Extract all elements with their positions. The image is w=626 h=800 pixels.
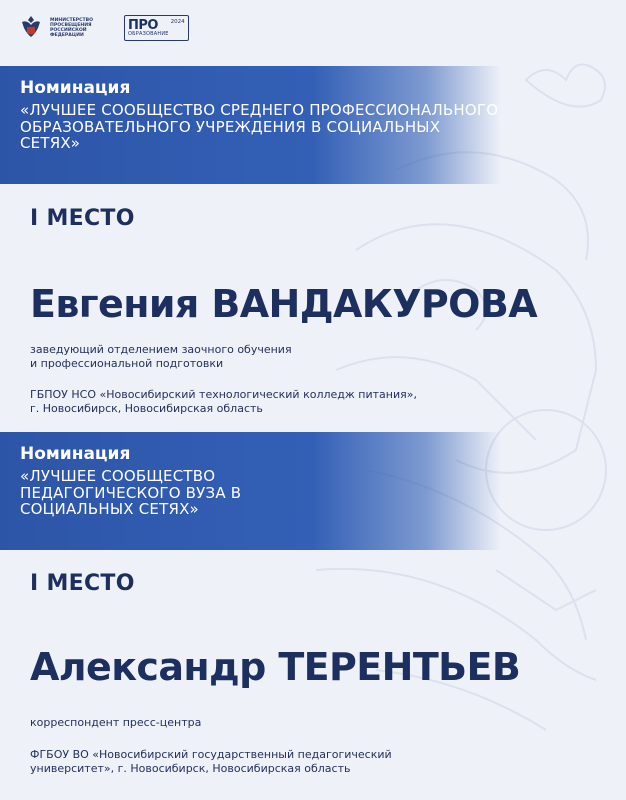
pro-year: 2024 bbox=[170, 19, 185, 25]
ministry-name: МИНИСТЕРСТВО ПРОСВЕЩЕНИЯ РОССИЙСКОЙ ФЕДЕРАЦИИ bbox=[50, 17, 94, 39]
pro-word: ПРО bbox=[128, 18, 158, 33]
nomination-title: «ЛУЧШЕЕ СООБЩЕСТВО СРЕДНЕГО ПРОФЕССИОНАЛЬНОГО ОБРАЗОВАТЕЛЬНОГО УЧРЕЖДЕНИЯ В СОЦИАЛЬНЫХ СЕТЯХ» bbox=[20, 101, 499, 152]
pro-education-logo bbox=[124, 15, 189, 41]
nomination-title: «ЛУЧШЕЕ СООБЩЕСТВО ПЕДАГОГИЧЕСКОГО ВУЗА В СОЦИАЛЬНЫХ СЕТЯХ» bbox=[20, 467, 242, 518]
ministry-logo bbox=[18, 13, 112, 43]
nomination-banner bbox=[0, 66, 626, 184]
winner-organization: ГБПОУ НСО «Новосибирский технологический колледж питания», г. Новосибирск, Новосибирская область bbox=[30, 388, 417, 415]
winner-name: Евгения ВАНДАКУРОВА bbox=[30, 282, 538, 326]
place-label: I МЕСТО bbox=[30, 206, 135, 231]
winner-name: Александр ТЕРЕНТЬЕВ bbox=[30, 645, 521, 689]
nomination-label: Номинация bbox=[20, 78, 131, 98]
header bbox=[18, 10, 189, 46]
place-label: I МЕСТО bbox=[30, 571, 135, 596]
nomination-label: Номинация bbox=[20, 444, 131, 464]
winner-position: корреспондент пресс-центра bbox=[30, 716, 202, 729]
eagle-icon bbox=[18, 13, 44, 43]
winner-position: заведующий отделением заочного обучения и профессиональной подготовки bbox=[30, 343, 292, 370]
nomination-banner bbox=[0, 432, 626, 550]
pro-subtitle: ОБРАЗОВАНИЕ bbox=[128, 31, 169, 37]
winner-organization: ФГБОУ ВО «Новосибирский государственный педагогический университет», г. Новосибирск, Новосибирская область bbox=[30, 748, 392, 775]
